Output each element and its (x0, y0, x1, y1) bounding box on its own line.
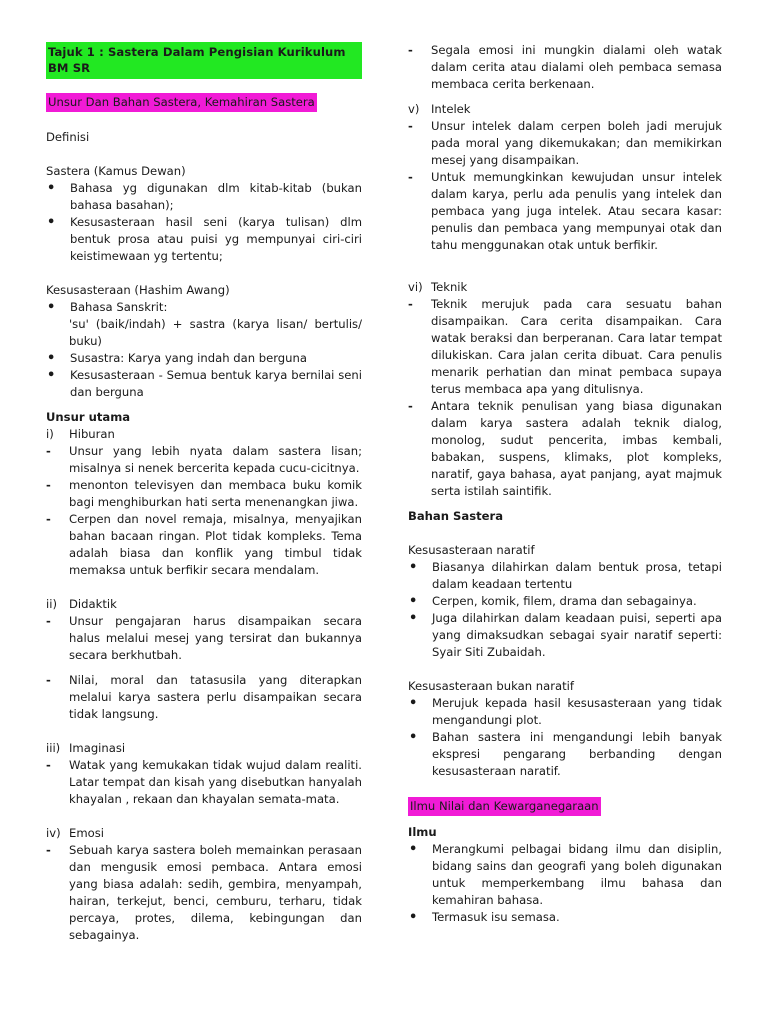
list-item: • Merangkumi pelbagai bidang ilmu dan disiplin, bidang sains dan geografi yang boleh digunakan untuk memperkembang ilmu bahasa dan kemahiran bahasa. (409, 842, 722, 907)
dash-icon: - (46, 512, 51, 526)
bukan-naratif-label: Kesusasteraan bukan naratif (408, 679, 574, 693)
list-item: • Termasuk isu semasa. (409, 910, 560, 925)
list-item: • Juga dilahirkan dalam keadaan puisi, seperti apa yang dimaksudkan sebagai syair naratif seperti: Syair Siti Zubaidah. (409, 611, 722, 659)
left-column (46, 42, 362, 944)
ilmu-highlight: Ilmu Nilai dan Kewarganegaraan (408, 797, 601, 816)
bullet-icon: • (409, 842, 418, 857)
dash-icon: - (408, 119, 413, 133)
dash-icon: - (46, 478, 51, 492)
section-didaktik: ii) Didaktik (46, 597, 117, 611)
bullet-icon: • (409, 611, 418, 626)
bullet-dot-icon: • (47, 181, 56, 196)
dash-icon: - (408, 297, 413, 311)
right-column (408, 42, 722, 926)
list-item: • Kesusasteraan - Semua bentuk karya bernilai seni dan berguna (47, 368, 362, 399)
list-item: • Bahasa yg digunakan dlm kitab-kitab (bukan bahasa basahan); (47, 181, 362, 212)
bullet-icon: • (409, 696, 418, 711)
ilmu-heading: Ilmu (408, 825, 437, 839)
section-subheading (46, 93, 362, 112)
dash-icon: - (46, 444, 51, 458)
bullet-dot-icon: • (47, 215, 56, 230)
bullet-icon: • (409, 594, 418, 609)
list-item: • Biasanya dilahirkan dalam bentuk prosa, tetapi dalam keadaan tertentu (409, 560, 722, 591)
dash-icon: - (46, 843, 51, 857)
list-item: - Nilai, moral dan tatasusila yang diterapkan melalui karya sastera perlu disampaikan secara tidak langsung. (46, 673, 362, 721)
section-hiburan: i) Hiburan (46, 427, 115, 441)
list-item-continuation: 'su' (baik/indah) + sastra (karya lisan/ bertulis/ buku) (69, 317, 362, 348)
document-title: Tajuk 1 : Sastera Dalam Pengisian Kurikulum BM SR (46, 42, 362, 79)
list-item: • Merujuk kepada hasil kesusasteraan yang tidak mengandungi plot. (409, 696, 722, 727)
bullet-dot-icon: • (47, 300, 56, 315)
ilmu-nilai-subheading (408, 797, 722, 816)
section-imaginasi: iii) Imaginasi (46, 741, 126, 755)
dash-icon: - (46, 673, 51, 687)
list-item: • Cerpen, komik, filem, drama dan sebagainya. (409, 594, 697, 609)
list-item: - Watak yang kemukakan tidak wujud dalam realiti. Latar tempat dan kisah yang disebutkan hanyalah khayalan , rekaan dan khayalan semata-mata. (46, 758, 362, 806)
list-item: - Teknik merujuk pada cara sesuatu bahan disampaikan. Cara cerita disampaikan. Cara watak beraksi dan berperanan. Cara latar tempat dilukiskan. Cara jalan cerita dibuat. Cara penulis menarik perhatian dan minat pembaca supaya terus membaca apa yang ditulisnya. (408, 297, 722, 396)
list-item: - Cerpen dan novel remaja, misalnya, menyajikan bahan bacaan ringan. Plot tidak kompleks. Tema adalah biasa dan konflik yang timbul tidak memaksa untuk berfikir secara mendalam. (46, 512, 362, 577)
bullet-dot-icon: • (47, 351, 56, 366)
bullet-icon: • (409, 910, 418, 925)
list-item: • Susastra: Karya yang indah dan berguna (47, 351, 307, 366)
list-item: • Kesusasteraan hasil seni (karya tulisan) dlm bentuk prosa atau puisi yg mempunyai ciri-ciri keistimewaan yg tertentu; (47, 215, 362, 263)
dash-icon: - (46, 758, 51, 772)
section-intelek: v) Intelek (408, 102, 471, 116)
bullet-icon: • (409, 730, 418, 745)
list-item: - Untuk memungkinkan kewujudan unsur intelek dalam karya, perlu ada penulis yang intelek dan pembaca yang juga intelek. Atau secara kasar: penulis dan pembaca yang mempunyai otak dan tahu menggunakan otak untuk berfikir. (408, 170, 722, 252)
bullet-icon: • (409, 560, 418, 575)
list-item: - Segala emosi ini mungkin dialami oleh watak dalam cerita atau dialami oleh pembaca semasa membaca cerita berkenaan. (408, 43, 722, 91)
kesusasteraan-source: Kesusasteraan (Hashim Awang) (46, 283, 230, 297)
sastera-source: Sastera (Kamus Dewan) (46, 164, 186, 178)
list-item: • Bahasa Sanskrit: (47, 300, 168, 315)
definisi-label: Definisi (46, 130, 90, 144)
subheading-highlight: Unsur Dan Bahan Sastera, Kemahiran Sastera (46, 93, 317, 112)
unsur-utama-heading: Unsur utama (46, 410, 131, 424)
list-item: - Sebuah karya sastera boleh memainkan perasaan dan mengusik emosi pembaca. Antara emosi yang biasa adalah: sedih, gembira, menyampah, hairan, terkejut, benci, cemburu, terharu, tidak percaya, protes, dilema, kebingungan dan sebagainya. (46, 843, 362, 942)
dash-icon: - (408, 170, 413, 184)
list-item: - menonton televisyen dan membaca buku komik bagi menghiburkan hati serta menenangkan jiwa. (46, 478, 362, 509)
list-item: - Unsur yang lebih nyata dalam sastera lisan; misalnya si nenek bercerita kepada cucu-cicitnya. (46, 444, 362, 475)
naratif-label: Kesusasteraan naratif (408, 543, 535, 557)
section-teknik: vi) Teknik (408, 280, 468, 294)
dash-icon: - (408, 43, 413, 57)
list-item: - Unsur pengajaran harus disampaikan secara halus melalui mesej yang tersirat dan bukannya secara berkhutbah. (46, 614, 362, 662)
list-item: • Bahan sastera ini mengandungi lebih banyak ekspresi pengarang berbanding dengan kesusasteraan naratif. (409, 730, 722, 778)
dash-icon: - (46, 614, 51, 628)
list-item: - Unsur intelek dalam cerpen boleh jadi merujuk pada moral yang dikemukakan; dan memikirkan mesej yang disampaikan. (408, 119, 722, 167)
list-item: - Antara teknik penulisan yang biasa digunakan dalam karya sastera adalah teknik dialog, monolog, sudut pencerita, imbas kembali, babakan, suspens, klimaks, plot kompleks, naratif, gaya bahasa, ayat panjang, ayat majmuk serta istilah saintifik. (408, 399, 722, 498)
bahan-sastera-heading: Bahan Sastera (408, 509, 504, 523)
dash-icon: - (408, 399, 413, 413)
bullet-dot-icon: • (47, 368, 56, 383)
section-emosi: iv) Emosi (46, 826, 104, 840)
